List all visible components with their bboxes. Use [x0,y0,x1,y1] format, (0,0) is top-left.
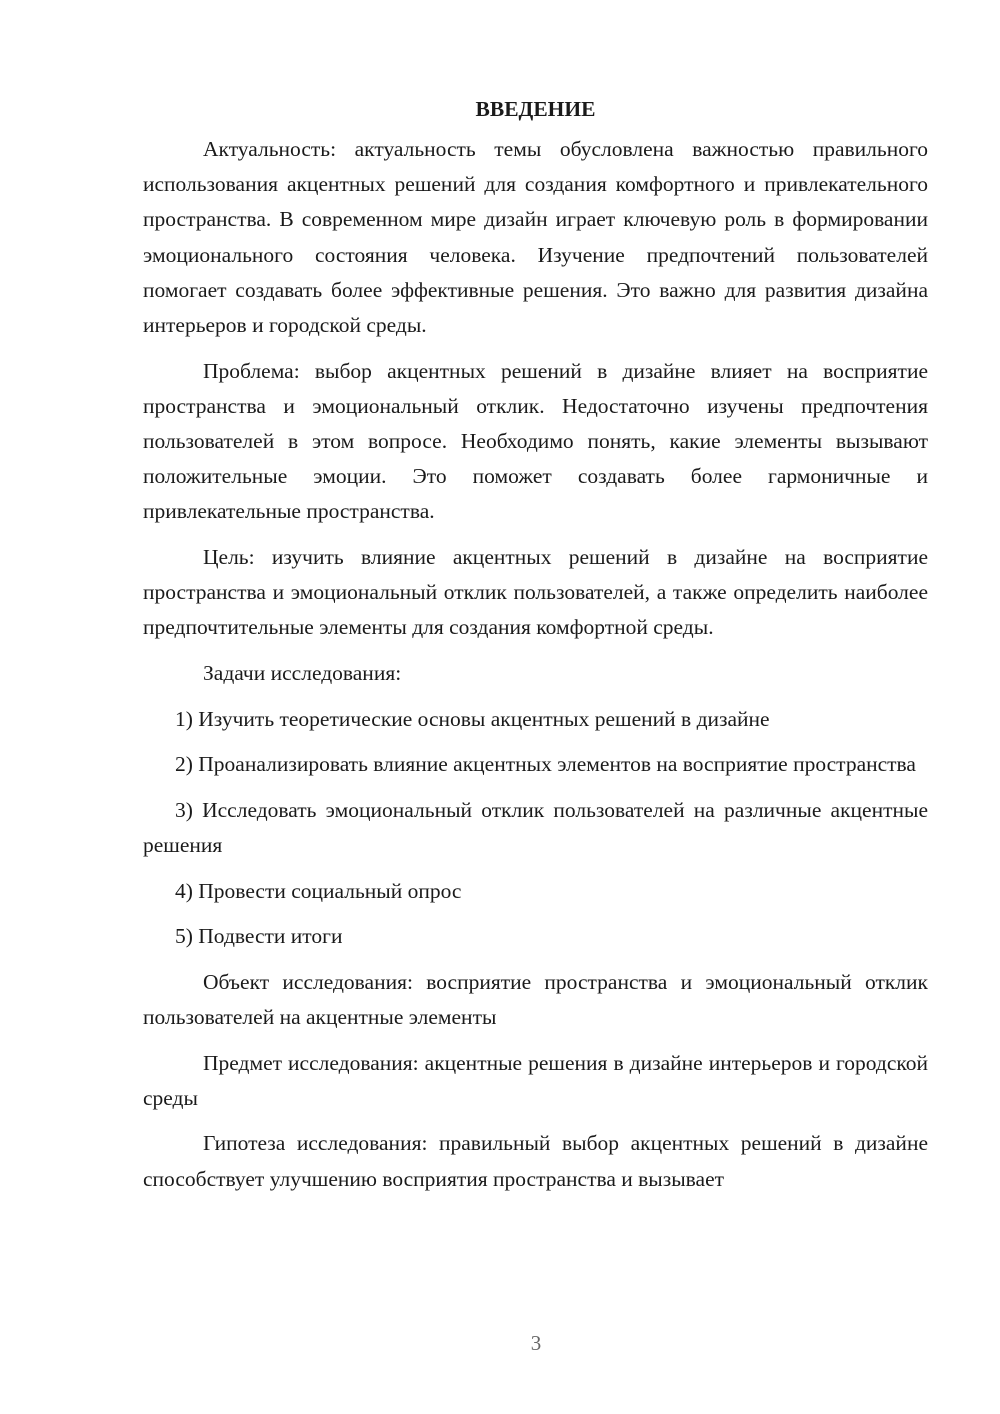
paragraph-subject: Предмет исследования: акцентные решения в дизайне интерьеров и городской среды [143,1050,928,1110]
list-item-task-3: 3) Исследовать эмоциональный отклик пользователей на различные акцентные решения [143,797,928,857]
paragraph-hypothesis: Гипотеза исследования: правильный выбор акцентных решений в дизайне способствует улучшению восприятия пространства и вызывает [143,1131,928,1191]
paragraph-object: Объект исследования: восприятие пространства и эмоциональный отклик пользователей на акцентные элементы [143,969,928,1029]
paragraph-relevance: Актуальность: актуальность темы обусловлена важностью правильного использования акцентных решений для создания комфортного и привлекательного пространства. В современном мире дизайн играет ключевую роль в формировании эмоционального состояния человека. Изучение предпочтений пользователей помогает создавать более эффективные решения. Это важно для развития дизайна интерьеров и городской среды. [143,137,928,338]
page-number: 3 [530,1331,542,1355]
list-item-task-2: 2) Проанализировать влияние акцентных элементов на восприятие пространства [175,752,916,777]
page-content [143,92,928,1207]
paragraph-problem: Проблема: выбор акцентных решений в дизайне влияет на восприятие пространства и эмоциональный отклик. Недостаточно изучены предпочтения пользователей в этом вопросе. Необходимо понять, какие элементы вызывают положительные эмоции. Это поможет создавать более гармоничные и привлекательные пространства. [143,358,928,524]
paragraph-tasks-heading: Задачи исследования: [203,661,402,686]
list-item-task-4: 4) Провести социальный опрос [175,878,462,903]
list-item-task-5: 5) Подвести итоги [175,924,343,949]
section-title: ВВЕДЕНИЕ [475,97,596,121]
list-item-task-1: 1) Изучить теоретические основы акцентных решений в дизайне [175,706,770,731]
paragraph-goal: Цель: изучить влияние акцентных решений в дизайне на восприятие пространства и эмоциональный отклик пользователей, а также определить наиболее предпочтительные элементы для создания комфортной среды. [143,545,928,640]
